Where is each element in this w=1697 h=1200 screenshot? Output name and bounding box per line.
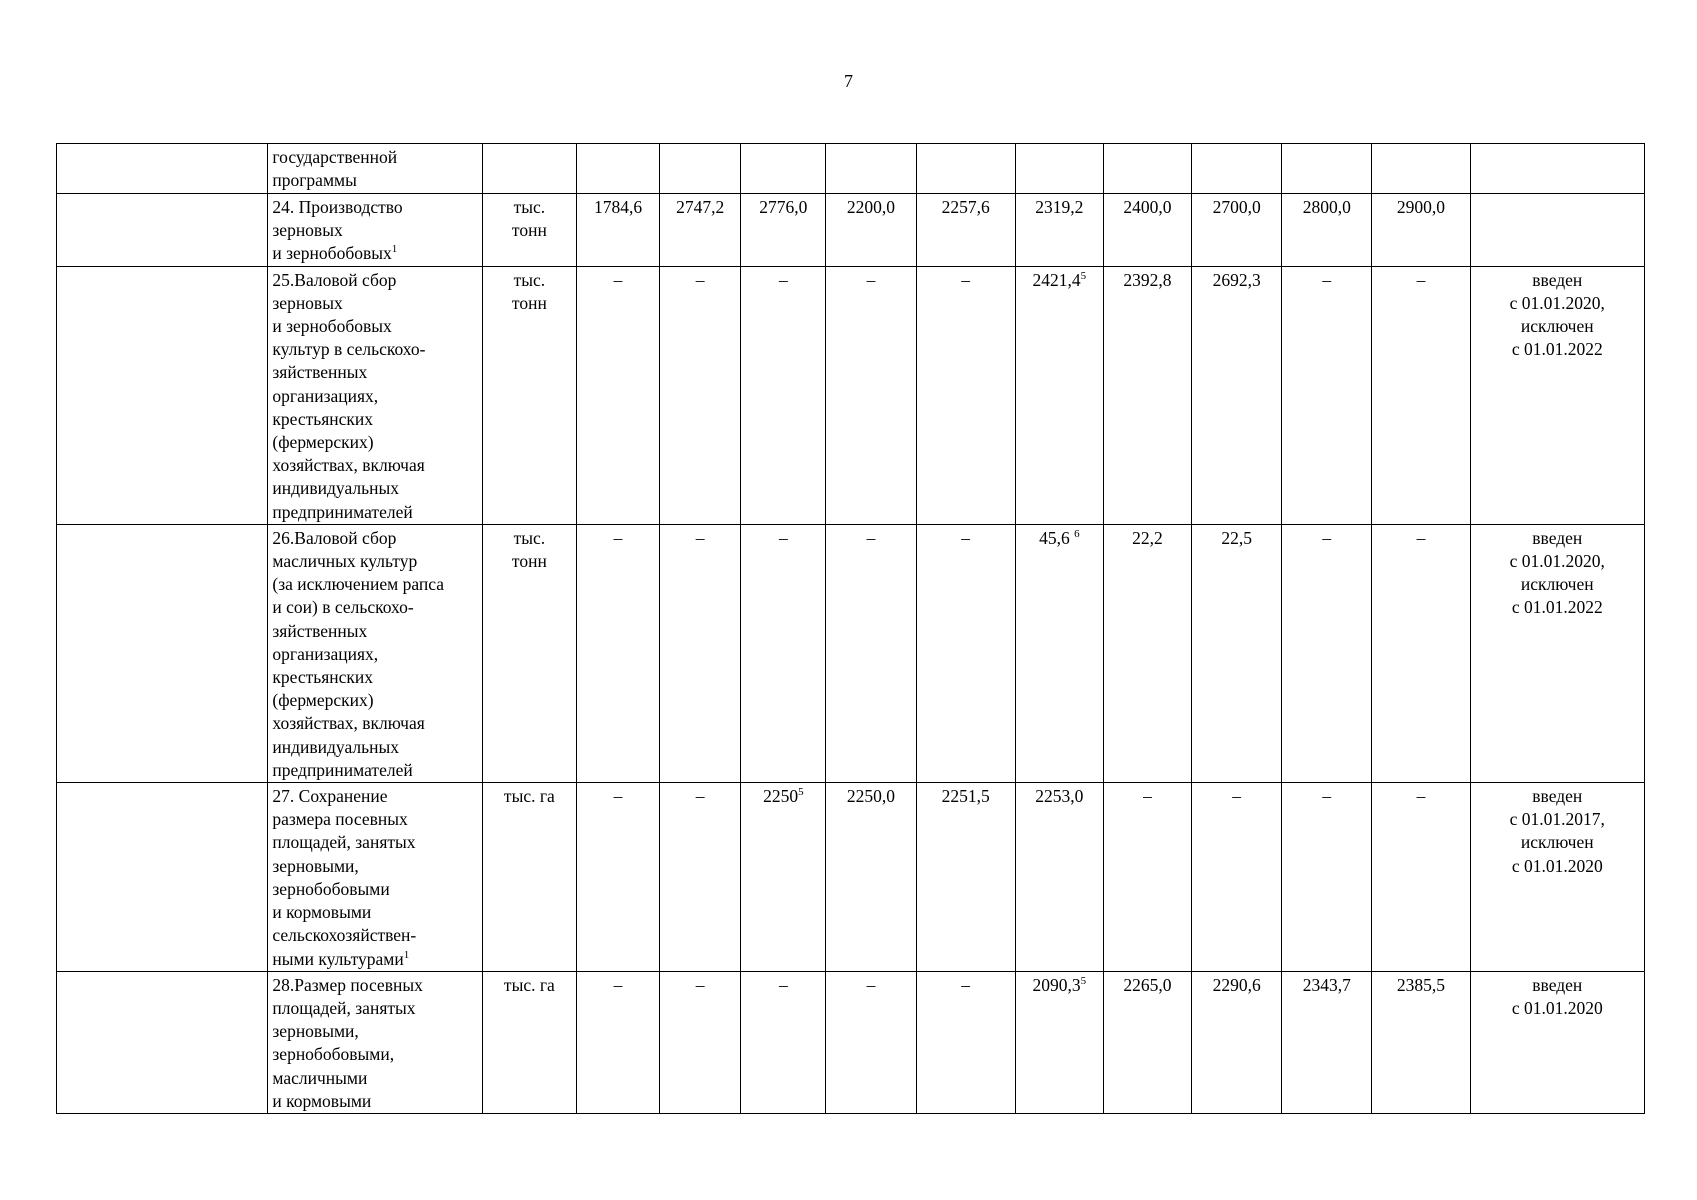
unit-text: тыс.	[513, 269, 546, 290]
value-text: 2250,0	[846, 786, 896, 807]
value-cell	[826, 971, 916, 1113]
value-cell	[576, 144, 659, 194]
unit-line	[487, 785, 572, 808]
value-text: 2250	[763, 786, 799, 807]
indicator-text: и кормовыми	[272, 902, 372, 923]
value-text: 2319,2	[1035, 197, 1084, 217]
value-cell	[826, 144, 916, 194]
value-cell	[741, 971, 826, 1113]
indicator-line	[272, 1020, 477, 1043]
value-text: –	[961, 974, 971, 995]
value-cell	[1103, 524, 1191, 782]
unit-text: тонн	[511, 220, 547, 241]
indicator-text: зерновых	[272, 292, 343, 313]
indicator-text: предпринимателей	[272, 759, 413, 780]
note-text: с 01.01.2022	[1511, 339, 1603, 360]
value-cell	[1192, 144, 1282, 194]
indicator-line	[272, 454, 477, 477]
value-cell	[1282, 194, 1372, 267]
unit-text: тыс.	[513, 527, 546, 548]
value-text: 2090,3	[1032, 974, 1081, 995]
note-text: с 01.01.2017,	[1509, 809, 1605, 830]
value-cell	[576, 266, 659, 524]
indicator-text: и зернобобовых	[272, 316, 392, 337]
note-line	[1475, 292, 1640, 315]
note-line	[1475, 550, 1640, 573]
note-line	[1475, 527, 1640, 550]
indicator-line	[272, 1090, 477, 1113]
value-text: –	[695, 786, 705, 807]
indicator-line	[272, 855, 477, 878]
value-cell	[1015, 524, 1103, 782]
value-text: 2257,6	[941, 197, 990, 217]
unit-cell	[482, 971, 576, 1113]
indicator-line	[272, 666, 477, 689]
note-line	[1475, 785, 1640, 808]
value-cell	[1015, 144, 1103, 194]
value-cell	[916, 194, 1015, 267]
indicator-text: государственной	[272, 147, 398, 167]
value-cell	[741, 194, 826, 267]
note-text: исключен	[1520, 574, 1594, 595]
value-text: 2253,0	[1035, 786, 1084, 807]
value-cell	[1192, 524, 1282, 782]
value-cell	[741, 144, 826, 194]
unit-line	[487, 269, 572, 292]
indicator-text: индивидуальных	[272, 736, 399, 757]
note-text: с 01.01.2020	[1511, 855, 1603, 876]
value-cell	[660, 144, 741, 194]
indicator-text: зернобобовыми,	[272, 1044, 395, 1065]
note-text: с 01.01.2020	[1511, 997, 1603, 1018]
value-cell	[1103, 194, 1191, 267]
value-text: –	[1143, 786, 1152, 807]
indicator-line	[272, 924, 477, 947]
indicator-text: зерновыми,	[272, 1021, 359, 1042]
value-text: 2776,0	[759, 197, 808, 217]
indicator-cell	[268, 144, 482, 194]
value-cell	[1372, 194, 1470, 267]
value-text: 2400,0	[1123, 197, 1172, 217]
value-text: –	[613, 786, 623, 807]
note-text: введен	[1532, 527, 1583, 548]
indicator-line	[272, 269, 477, 292]
indicator-line	[272, 196, 477, 219]
indicator-text: площадей, занятых	[272, 832, 416, 853]
value-text: –	[1322, 527, 1332, 548]
value-text: 2692,3	[1212, 269, 1261, 290]
unit-line	[487, 196, 572, 219]
value-cell	[1192, 266, 1282, 524]
value-cell	[1103, 144, 1191, 194]
indicator-text: индивидуальных	[272, 478, 399, 499]
indicator-text: (за исключением рапса	[272, 574, 444, 595]
unit-cell	[482, 524, 576, 782]
value-text: 2747,2	[676, 197, 725, 217]
indicator-text: масличных культур	[272, 551, 418, 572]
value-text: –	[778, 974, 788, 995]
indicator-text: (фермерских)	[272, 432, 374, 453]
value-text: 2343,7	[1302, 974, 1351, 995]
note-line	[1475, 338, 1640, 361]
value-text: –	[613, 269, 623, 290]
value-text: –	[866, 974, 876, 995]
value-text: 2290,6	[1212, 974, 1261, 995]
value-text: –	[1232, 786, 1241, 807]
note-cell	[1470, 971, 1644, 1113]
indicator-text: культур в сельскохо-	[272, 339, 426, 360]
indicator-line	[272, 477, 477, 500]
indicator-line	[272, 242, 477, 265]
note-line	[1475, 596, 1640, 619]
value-cell	[916, 266, 1015, 524]
value-text: –	[778, 269, 788, 290]
value-text: 2421,4	[1032, 269, 1081, 290]
unit-cell	[482, 194, 576, 267]
value-cell	[1015, 266, 1103, 524]
indicator-cell	[268, 524, 482, 782]
unit-line	[487, 974, 572, 997]
indicator-text: и зернобобовых	[272, 243, 392, 264]
indicator-text: 28.Размер посевных	[272, 974, 423, 995]
value-cell	[1103, 266, 1191, 524]
indicator-text: сельскохозяйствен-	[272, 925, 417, 946]
indicators-table	[56, 143, 1645, 1114]
value-text: 22,5	[1221, 527, 1252, 548]
note-cell	[1470, 266, 1644, 524]
value-text: 2200,0	[846, 197, 896, 217]
note-line	[1475, 831, 1640, 854]
indicator-text: и сои) в сельскохо-	[272, 597, 414, 618]
value-cell	[1372, 144, 1470, 194]
value-cell	[1015, 971, 1103, 1113]
blank-cell	[57, 971, 268, 1113]
value-cell	[916, 971, 1015, 1113]
indicator-line	[272, 785, 477, 808]
indicator-text: ными культурами	[272, 948, 404, 969]
indicator-text: предпринимателей	[272, 501, 413, 522]
indicator-line	[272, 831, 477, 854]
value-text: –	[695, 527, 705, 548]
value-cell	[576, 783, 659, 972]
indicator-text: 24. Производство	[272, 197, 403, 217]
value-cell	[1372, 783, 1470, 972]
indicator-text: хозяйствах, включая	[272, 713, 425, 734]
value-text: 2900,0	[1396, 197, 1445, 217]
value-cell	[1372, 266, 1470, 524]
value-cell	[826, 783, 916, 972]
blank-cell	[57, 783, 268, 972]
value-text: –	[1416, 786, 1426, 807]
indicator-line	[272, 431, 477, 454]
value-cell	[660, 524, 741, 782]
indicator-line	[272, 689, 477, 712]
value-text: 45,6	[1039, 527, 1075, 548]
footnote-marker: 1	[403, 948, 410, 961]
page-number: 7	[844, 71, 853, 91]
unit-cell	[482, 266, 576, 524]
value-text: –	[613, 527, 623, 548]
indicator-line	[272, 169, 477, 192]
value-cell	[660, 266, 741, 524]
note-text: с 01.01.2022	[1511, 597, 1603, 618]
indicator-text: 26.Валовой сбор	[272, 527, 397, 548]
note-text: с 01.01.2020,	[1509, 292, 1605, 313]
value-cell	[741, 524, 826, 782]
value-text: –	[1416, 527, 1426, 548]
blank-cell	[57, 266, 268, 524]
indicator-text: крестьянских	[272, 408, 374, 429]
unit-line	[487, 292, 572, 315]
indicator-line	[272, 1067, 477, 1090]
note-cell	[1470, 783, 1644, 972]
indicator-line	[272, 620, 477, 643]
indicator-line	[272, 1043, 477, 1066]
indicator-text: и кормовыми	[272, 1090, 372, 1111]
note-line	[1475, 855, 1640, 878]
indicator-line	[272, 361, 477, 384]
indicator-cell	[268, 783, 482, 972]
indicator-cell	[268, 266, 482, 524]
value-text: –	[695, 974, 705, 995]
note-cell	[1470, 524, 1644, 782]
note-text: с 01.01.2020,	[1509, 551, 1605, 572]
value-cell	[1372, 524, 1470, 782]
value-text: –	[961, 269, 971, 290]
indicator-line	[272, 759, 477, 782]
value-text: –	[866, 269, 876, 290]
indicator-line	[272, 573, 477, 596]
note-text: исключен	[1520, 832, 1594, 853]
indicator-text: зерновыми,	[272, 855, 359, 876]
value-cell	[826, 524, 916, 782]
indicator-line	[272, 315, 477, 338]
value-cell	[1103, 971, 1191, 1113]
indicator-line	[272, 527, 477, 550]
value-cell	[1192, 194, 1282, 267]
indicator-text: (фермерских)	[272, 690, 374, 711]
indicator-cell	[268, 194, 482, 267]
value-text: 2700,0	[1212, 197, 1261, 217]
indicator-line	[272, 712, 477, 735]
indicator-text: организациях,	[272, 385, 379, 406]
unit-cell	[482, 144, 576, 194]
indicator-text: зяйственных	[272, 620, 368, 641]
indicator-text: зерновых	[272, 220, 343, 241]
indicator-line	[272, 385, 477, 408]
note-line	[1475, 269, 1640, 292]
note-text: введен	[1532, 974, 1583, 995]
value-text: 22,2	[1132, 527, 1163, 548]
note-text: введен	[1532, 269, 1583, 290]
value-cell	[576, 524, 659, 782]
note-line	[1475, 573, 1640, 596]
value-cell	[1103, 783, 1191, 972]
indicator-text: 25.Валовой сбор	[272, 269, 397, 290]
indicator-text: зернобобовыми	[272, 878, 390, 899]
indicator-line	[272, 219, 477, 242]
table-row	[57, 144, 1645, 194]
unit-line	[487, 550, 572, 573]
unit-text: тыс. га	[503, 786, 555, 807]
note-text: введен	[1532, 786, 1583, 807]
value-cell	[1282, 783, 1372, 972]
footnote-marker: 1	[391, 243, 398, 256]
unit-text: тыс.	[513, 197, 546, 217]
note-cell	[1470, 194, 1644, 267]
indicator-line	[272, 878, 477, 901]
value-cell	[916, 144, 1015, 194]
value-cell	[916, 783, 1015, 972]
indicator-line	[272, 408, 477, 431]
indicator-line	[272, 736, 477, 759]
blank-cell	[57, 524, 268, 782]
value-cell	[916, 524, 1015, 782]
value-cell	[1282, 971, 1372, 1113]
value-text: 1784,6	[593, 197, 643, 217]
note-line	[1475, 315, 1640, 338]
note-line	[1475, 808, 1640, 831]
footnote-marker: 6	[1074, 528, 1080, 541]
indicator-text: площадей, занятых	[272, 997, 416, 1018]
unit-text: тыс. га	[503, 974, 555, 995]
blank-cell	[57, 144, 268, 194]
indicator-text: масличными	[272, 1067, 368, 1088]
value-text: –	[1322, 786, 1332, 807]
unit-line	[487, 219, 572, 242]
value-text: –	[613, 974, 623, 995]
value-cell	[1015, 783, 1103, 972]
value-text: 2265,0	[1123, 974, 1172, 995]
indicator-text: хозяйствах, включая	[272, 455, 425, 476]
value-cell	[741, 266, 826, 524]
value-cell	[1282, 524, 1372, 782]
blank-cell	[57, 194, 268, 267]
value-cell	[1192, 783, 1282, 972]
value-text: –	[1322, 269, 1332, 290]
value-text: –	[866, 527, 876, 548]
value-cell	[826, 266, 916, 524]
value-text: 2392,8	[1123, 269, 1172, 290]
indicator-text: программы	[272, 170, 357, 191]
footnote-marker: 5	[798, 786, 804, 799]
value-cell	[1372, 971, 1470, 1113]
note-text: исключен	[1520, 316, 1594, 337]
value-text: –	[1416, 269, 1426, 290]
value-cell	[1282, 144, 1372, 194]
indicator-line	[272, 338, 477, 361]
indicator-cell	[268, 971, 482, 1113]
indicator-line	[272, 974, 477, 997]
table-row	[57, 783, 1645, 972]
indicator-text: 27. Сохранение	[272, 786, 388, 807]
indicator-text: размера посевных	[272, 809, 408, 830]
footnote-marker: 5	[1080, 269, 1087, 282]
unit-text: тонн	[511, 292, 547, 313]
note-cell	[1470, 144, 1644, 194]
indicator-text: зяйственных	[272, 362, 368, 383]
indicator-line	[272, 643, 477, 666]
value-cell	[576, 194, 659, 267]
footnote-marker: 5	[1080, 974, 1087, 987]
value-cell	[1282, 266, 1372, 524]
indicator-line	[272, 948, 477, 971]
note-line	[1475, 974, 1640, 997]
indicator-text: крестьянских	[272, 667, 374, 688]
value-text: –	[778, 527, 788, 548]
indicator-line	[272, 901, 477, 924]
value-cell	[741, 783, 826, 972]
unit-text: тонн	[511, 551, 547, 572]
value-text: 2251,5	[941, 786, 990, 807]
table-row	[57, 524, 1645, 782]
value-text: 2385,5	[1396, 974, 1445, 995]
indicator-line	[272, 550, 477, 573]
indicator-line	[272, 808, 477, 831]
indicator-line	[272, 146, 477, 169]
value-cell	[660, 194, 741, 267]
unit-line	[487, 527, 572, 550]
indicator-line	[272, 596, 477, 619]
value-cell	[576, 971, 659, 1113]
indicator-line	[272, 292, 477, 315]
value-text: –	[695, 269, 705, 290]
unit-cell	[482, 783, 576, 972]
value-cell	[1192, 971, 1282, 1113]
value-text: –	[961, 527, 971, 548]
indicator-line	[272, 501, 477, 524]
table-row	[57, 971, 1645, 1113]
value-cell	[660, 971, 741, 1113]
note-line	[1475, 997, 1640, 1020]
indicator-text: организациях,	[272, 643, 379, 664]
table-row	[57, 266, 1645, 524]
value-cell	[826, 194, 916, 267]
indicator-line	[272, 997, 477, 1020]
value-cell	[660, 783, 741, 972]
value-text: 2800,0	[1302, 197, 1351, 217]
value-cell	[1015, 194, 1103, 267]
table-row	[57, 194, 1645, 267]
